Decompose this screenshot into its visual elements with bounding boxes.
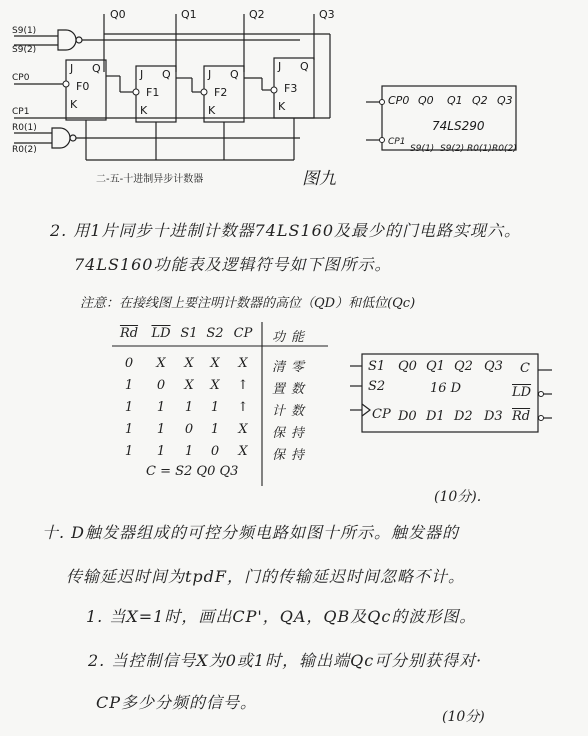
table-r3-ld: 1: [156, 422, 166, 437]
chip160-name: 16 D: [430, 381, 462, 396]
table-r3-s2: 1: [210, 422, 220, 437]
ff1-j-label: J: [140, 68, 144, 81]
output-q3-label: Q3: [319, 8, 335, 21]
q2-note: 注意：在接线图上要注明计数器的高位（QD）和低位(Qc): [80, 296, 416, 311]
q10-item2a: 2. 当控制信号X为0或1时，输出端Qc可分别获得对·: [88, 651, 483, 670]
chip160-pin-s1: S1: [368, 359, 386, 374]
figure-number: 图九: [302, 169, 336, 189]
input-s92-label: S9(2): [12, 45, 37, 55]
chip160-pin-c: C: [520, 361, 530, 376]
ff0-k-label: K: [70, 98, 78, 111]
table-r0-s2: X: [210, 356, 220, 371]
ff1-k-label: K: [140, 104, 148, 117]
chip290-pin-q1: Q1: [447, 94, 463, 107]
ff0-name: F0: [76, 80, 90, 93]
ff2-q-label: Q: [230, 68, 239, 81]
q10-line1: 十. D触发器组成的可控分频电路如图十所示。触发器的: [42, 523, 460, 542]
chip290-pin-q2: Q2: [472, 94, 488, 107]
chip290-name: 74LS290: [432, 119, 485, 133]
q10-item2b: CP多少分频的信号。: [96, 693, 258, 712]
chip290-pin-r02: R0(2): [492, 144, 517, 154]
chip160-pin-d1: D1: [426, 409, 445, 424]
chip290-pin-q3: Q3: [497, 94, 513, 107]
ff2-name: F2: [214, 86, 228, 99]
input-cp0-label: CP0: [12, 73, 30, 83]
q2-line1: 2. 用1片同步十进制计数器74LS160及最少的门电路实现六。: [50, 221, 522, 240]
table-r3-cp: X: [238, 422, 248, 437]
q10-item1: 1. 当X=1时，画出CP'，QA，QB及Qc的波形图。: [86, 607, 477, 626]
table-r1-func: 置数: [272, 382, 311, 397]
table-r0-ld: X: [156, 356, 166, 371]
chip160-pin-q1: Q1: [426, 359, 445, 374]
chip160-pin-rd: $\overline{Rd}$: [512, 409, 531, 424]
ff0-j-label: J: [70, 62, 74, 75]
figure-caption: 二-五-十进制异步计数器: [96, 174, 204, 185]
input-r02-label: R0(2): [12, 145, 37, 155]
table-r2-s1: 1: [184, 400, 194, 415]
table-r2-ld: 1: [156, 400, 166, 415]
table-r3-func: 保持: [272, 426, 311, 441]
input-s91-label: S9(1): [12, 26, 37, 36]
table-r2-func: 计数: [272, 404, 311, 419]
table-r4-ld: 1: [156, 444, 166, 459]
chip160-pin-d0: D0: [398, 409, 417, 424]
chip160-pin-ld: $\overline{LD}$: [512, 385, 532, 400]
chip160-pin-q0: Q0: [398, 359, 417, 374]
q2-score: (10分).: [434, 489, 482, 505]
table-header-rd: $\overline{Rd}$: [119, 326, 139, 341]
output-q2-label: Q2: [249, 8, 265, 21]
chip290-pin-r01: R0(1): [467, 144, 492, 154]
ff2-k-label: K: [208, 104, 216, 117]
chip160-pin-q2: Q2: [454, 359, 473, 374]
table-r0-rd: 0: [124, 356, 134, 371]
table-r0-s1: X: [184, 356, 194, 371]
ff0-q-label: Q: [92, 62, 101, 75]
ff3-q-label: Q: [300, 60, 309, 73]
q10-score: (10分): [442, 709, 485, 725]
table-r1-cp: ↑: [237, 378, 249, 393]
chip290-pin-s92: S9(2): [440, 144, 465, 154]
table-r4-cp: X: [238, 444, 248, 459]
table-header-ld: $\overline{LD}$: [151, 326, 171, 341]
table-r4-func: 保持: [272, 448, 311, 463]
table-r1-rd: 1: [124, 378, 134, 393]
table-r4-s1: 1: [184, 444, 194, 459]
q2-line2: 74LS160功能表及逻辑符号如下图所示。: [74, 255, 392, 274]
ff3-name: F3: [284, 82, 298, 95]
table-header-cp: CP: [233, 326, 253, 341]
ff1-q-label: Q: [162, 68, 171, 81]
ff2-j-label: J: [208, 68, 212, 81]
output-q1-label: Q1: [181, 8, 197, 21]
chip160-pin-d2: D2: [454, 409, 473, 424]
counter-circuit-diagram: [0, 0, 588, 200]
output-q0-label: Q0: [110, 8, 126, 21]
chip290-pin-q0: Q0: [418, 94, 434, 107]
table-header-s2: S2: [206, 326, 224, 341]
chip290-pin-cp1: CP1: [388, 137, 406, 147]
ff3-k-label: K: [278, 100, 286, 113]
table-equation: C = S2 Q0 Q3: [146, 464, 239, 479]
table-r3-rd: 1: [124, 422, 134, 437]
chip160-pin-d3: D3: [484, 409, 503, 424]
ff3-j-label: J: [278, 60, 282, 73]
q10-line2: 传输延迟时间为tpdF，门的传输延迟时间忽略不计。: [66, 567, 466, 586]
chip290-pin-s91: S9(1): [410, 144, 435, 154]
input-r01-label: R0(1): [12, 123, 37, 133]
table-r0-func: 清零: [272, 360, 311, 375]
table-r0-cp: X: [238, 356, 248, 371]
table-header-func: 功能: [272, 330, 311, 345]
table-r1-ld: 0: [156, 378, 166, 393]
chip160-pin-q3: Q3: [484, 359, 503, 374]
chip290-pin-cp0: CP0: [388, 94, 410, 107]
table-r2-s2: 1: [210, 400, 220, 415]
table-header-s1: S1: [180, 326, 198, 341]
table-r2-rd: 1: [124, 400, 134, 415]
table-r4-s2: 0: [210, 444, 220, 459]
table-r1-s1: X: [184, 378, 194, 393]
table-r1-s2: X: [210, 378, 220, 393]
table-r4-rd: 1: [124, 444, 134, 459]
chip160-pin-s2: S2: [368, 379, 386, 394]
chip160-pin-cp: CP: [372, 407, 391, 422]
ff1-name: F1: [146, 86, 160, 99]
input-cp1-label: CP1: [12, 107, 30, 117]
table-r3-s1: 0: [184, 422, 194, 437]
table-r2-cp: ↑: [237, 400, 249, 415]
